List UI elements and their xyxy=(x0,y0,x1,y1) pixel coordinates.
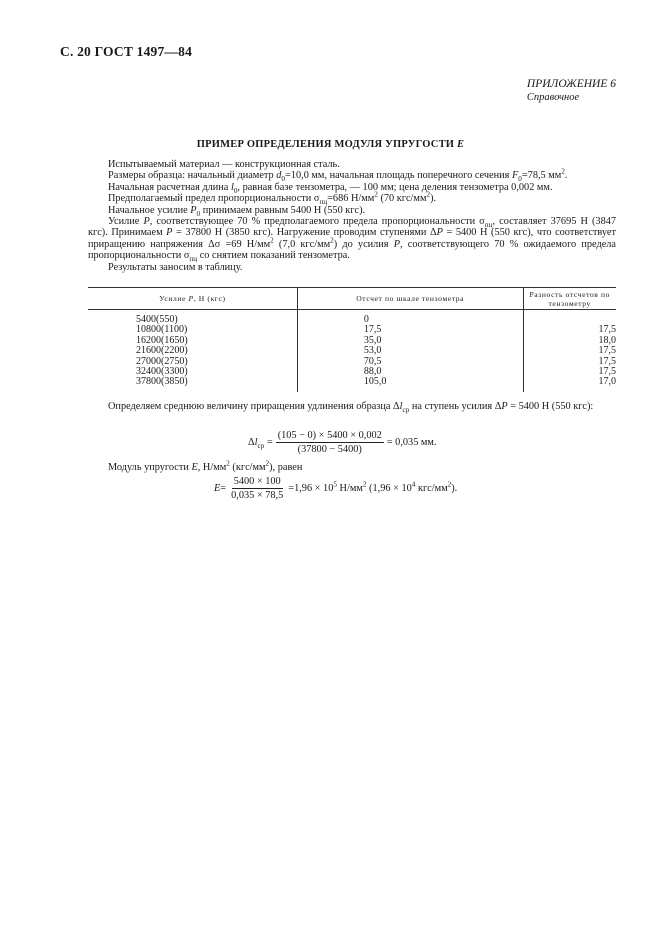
cell-reading: 70,5 xyxy=(297,357,523,367)
cell-force: 21600(2200) xyxy=(136,345,188,357)
cell-difference: 17,5 xyxy=(523,346,616,356)
cell-reading: 53,0 xyxy=(297,346,523,356)
table-header-row xyxy=(88,288,616,310)
cell-difference: 17,5 xyxy=(523,325,616,335)
formula-mean-increment xyxy=(248,430,437,455)
paragraph-limit: Предполагаемый предел пропорциональности $\sigma_{пц}=686$ $Н/мм^2$ (70 кгс/$мм^2$). xyxy=(108,190,437,207)
cell-reading: 0 xyxy=(297,310,523,326)
cell-force: 27000(2750) xyxy=(136,355,188,367)
cell-force: 32400(3300) xyxy=(136,366,188,378)
paragraph-material: Испытываемый материал — конструкционная сталь. xyxy=(108,159,340,170)
paragraph-mean-increment: Определяем среднюю величину приращения удлинения образца $\Delta l_{ср}$ на ступень усилия ΔP = 5400 Н (550 кгс): xyxy=(108,401,594,415)
cell-force: 16200(1650) xyxy=(136,334,188,346)
formula1-numerator: (105 − 0) × 5400 × 0,002 xyxy=(277,430,382,441)
cell-reading: 88,0 xyxy=(297,367,523,377)
appendix-type: Справочное xyxy=(526,92,580,103)
paragraph-dimensions: Размеры образца: начальный диаметр $d_0=10,0$ мм, начальная площадь поперечного сечения $F_0=78,5$ $мм^2$. xyxy=(108,167,568,184)
paragraph-modulus: Модуль упругости E, $Н/мм^2$ $(кгс/мм^2)$, равен xyxy=(108,459,303,473)
cell-reading: 17,5 xyxy=(297,325,523,335)
section-title-text: ПРИМЕР ОПРЕДЕЛЕНИЯ МОДУЛЯ УПРУГОСТИ xyxy=(196,139,455,150)
cell-difference: 17,5 xyxy=(523,357,616,367)
cell-difference xyxy=(523,310,616,326)
formula2-fraction xyxy=(229,476,285,501)
section-title xyxy=(0,139,661,150)
formula1-fraction xyxy=(276,430,384,455)
formula2-lhs: E xyxy=(214,483,221,494)
appendix-number: ПРИЛОЖЕНИЕ 6 xyxy=(526,78,616,90)
cell-force: 37800(3850) xyxy=(136,376,188,388)
section-title-symbol: E xyxy=(456,139,465,150)
formula2-denominator: 0,035 × 78,5 xyxy=(231,490,284,501)
formula1-denominator: (37800 − 5400) xyxy=(297,444,362,455)
paragraph-initial-force: Начальное усилие $P_0$ принимаем равным 5400 Н (550 кгс). xyxy=(108,204,366,218)
table-row xyxy=(88,377,616,391)
formula2-numerator: 5400 × 100 xyxy=(233,476,281,487)
cell-difference: 17,0 xyxy=(523,377,616,391)
cell-force: 10800(1100) xyxy=(136,324,188,336)
page-header: С. 20 ГОСТ 1497—84 xyxy=(60,44,193,59)
body-text xyxy=(88,159,616,273)
paragraph-gauge-length: Начальная расчетная длина $l_0$, равная базе тензометра, — 100 мм; цена деления тензометра 0,002 мм. xyxy=(108,181,553,195)
results-table xyxy=(88,287,616,392)
header-reading: Отсчет по шкале тензометра xyxy=(297,288,523,310)
formula2-result: $=1,96 \times 10^5$ $Н/мм^2$ ($1,96 \times 10^4$ кгс/$мм^2$). xyxy=(288,480,458,494)
formula-modulus: E = $\frac{5400 \times 100}{0,035 \times 78,5}$ $=1,96 \times 10^5$ $Н/мм^2$ ($1,96 \times 10^4$ кгс/$мм^2$). xyxy=(214,476,458,501)
cell-difference: 18,0 xyxy=(523,336,616,346)
formula1-lhs: $\Delta l_{ср}$ = xyxy=(248,437,273,451)
header-difference: Разность отсчетов по тензометру xyxy=(523,288,616,310)
cell-force: 5400(550) xyxy=(136,314,178,325)
cell-reading: 105,0 xyxy=(297,377,523,391)
cell-reading: 35,0 xyxy=(297,336,523,346)
table-row xyxy=(88,310,616,326)
cell-difference: 17,5 xyxy=(523,367,616,377)
paragraph-results: Результаты заносим в таблицу. xyxy=(108,261,243,273)
appendix-label xyxy=(527,78,616,104)
paragraph-loading: Усилие P, соответствующее 70 % предполагаемого предела пропорциональности $\sigma_{пц}$, составляет 37695 Н (3847 кгс). Принимаем P = 37800 Н (3850 кгс). Нагружение проводим ступенями ΔP = 5400 Н (550 кгс), что соответствует приращению напряжения Δσ =69 $Н/мм^2$ (7,0 кгс/$мм^2$) до усилия P, соответствующего 70 % ожидаемого предела пропорциональности $\sigma_{пц}$ со снятием показаний тензометра. xyxy=(88,216,617,264)
formula1-result: = 0,035 мм. xyxy=(386,437,437,448)
header-force: Усилие P, Н (кгс) xyxy=(88,288,297,310)
